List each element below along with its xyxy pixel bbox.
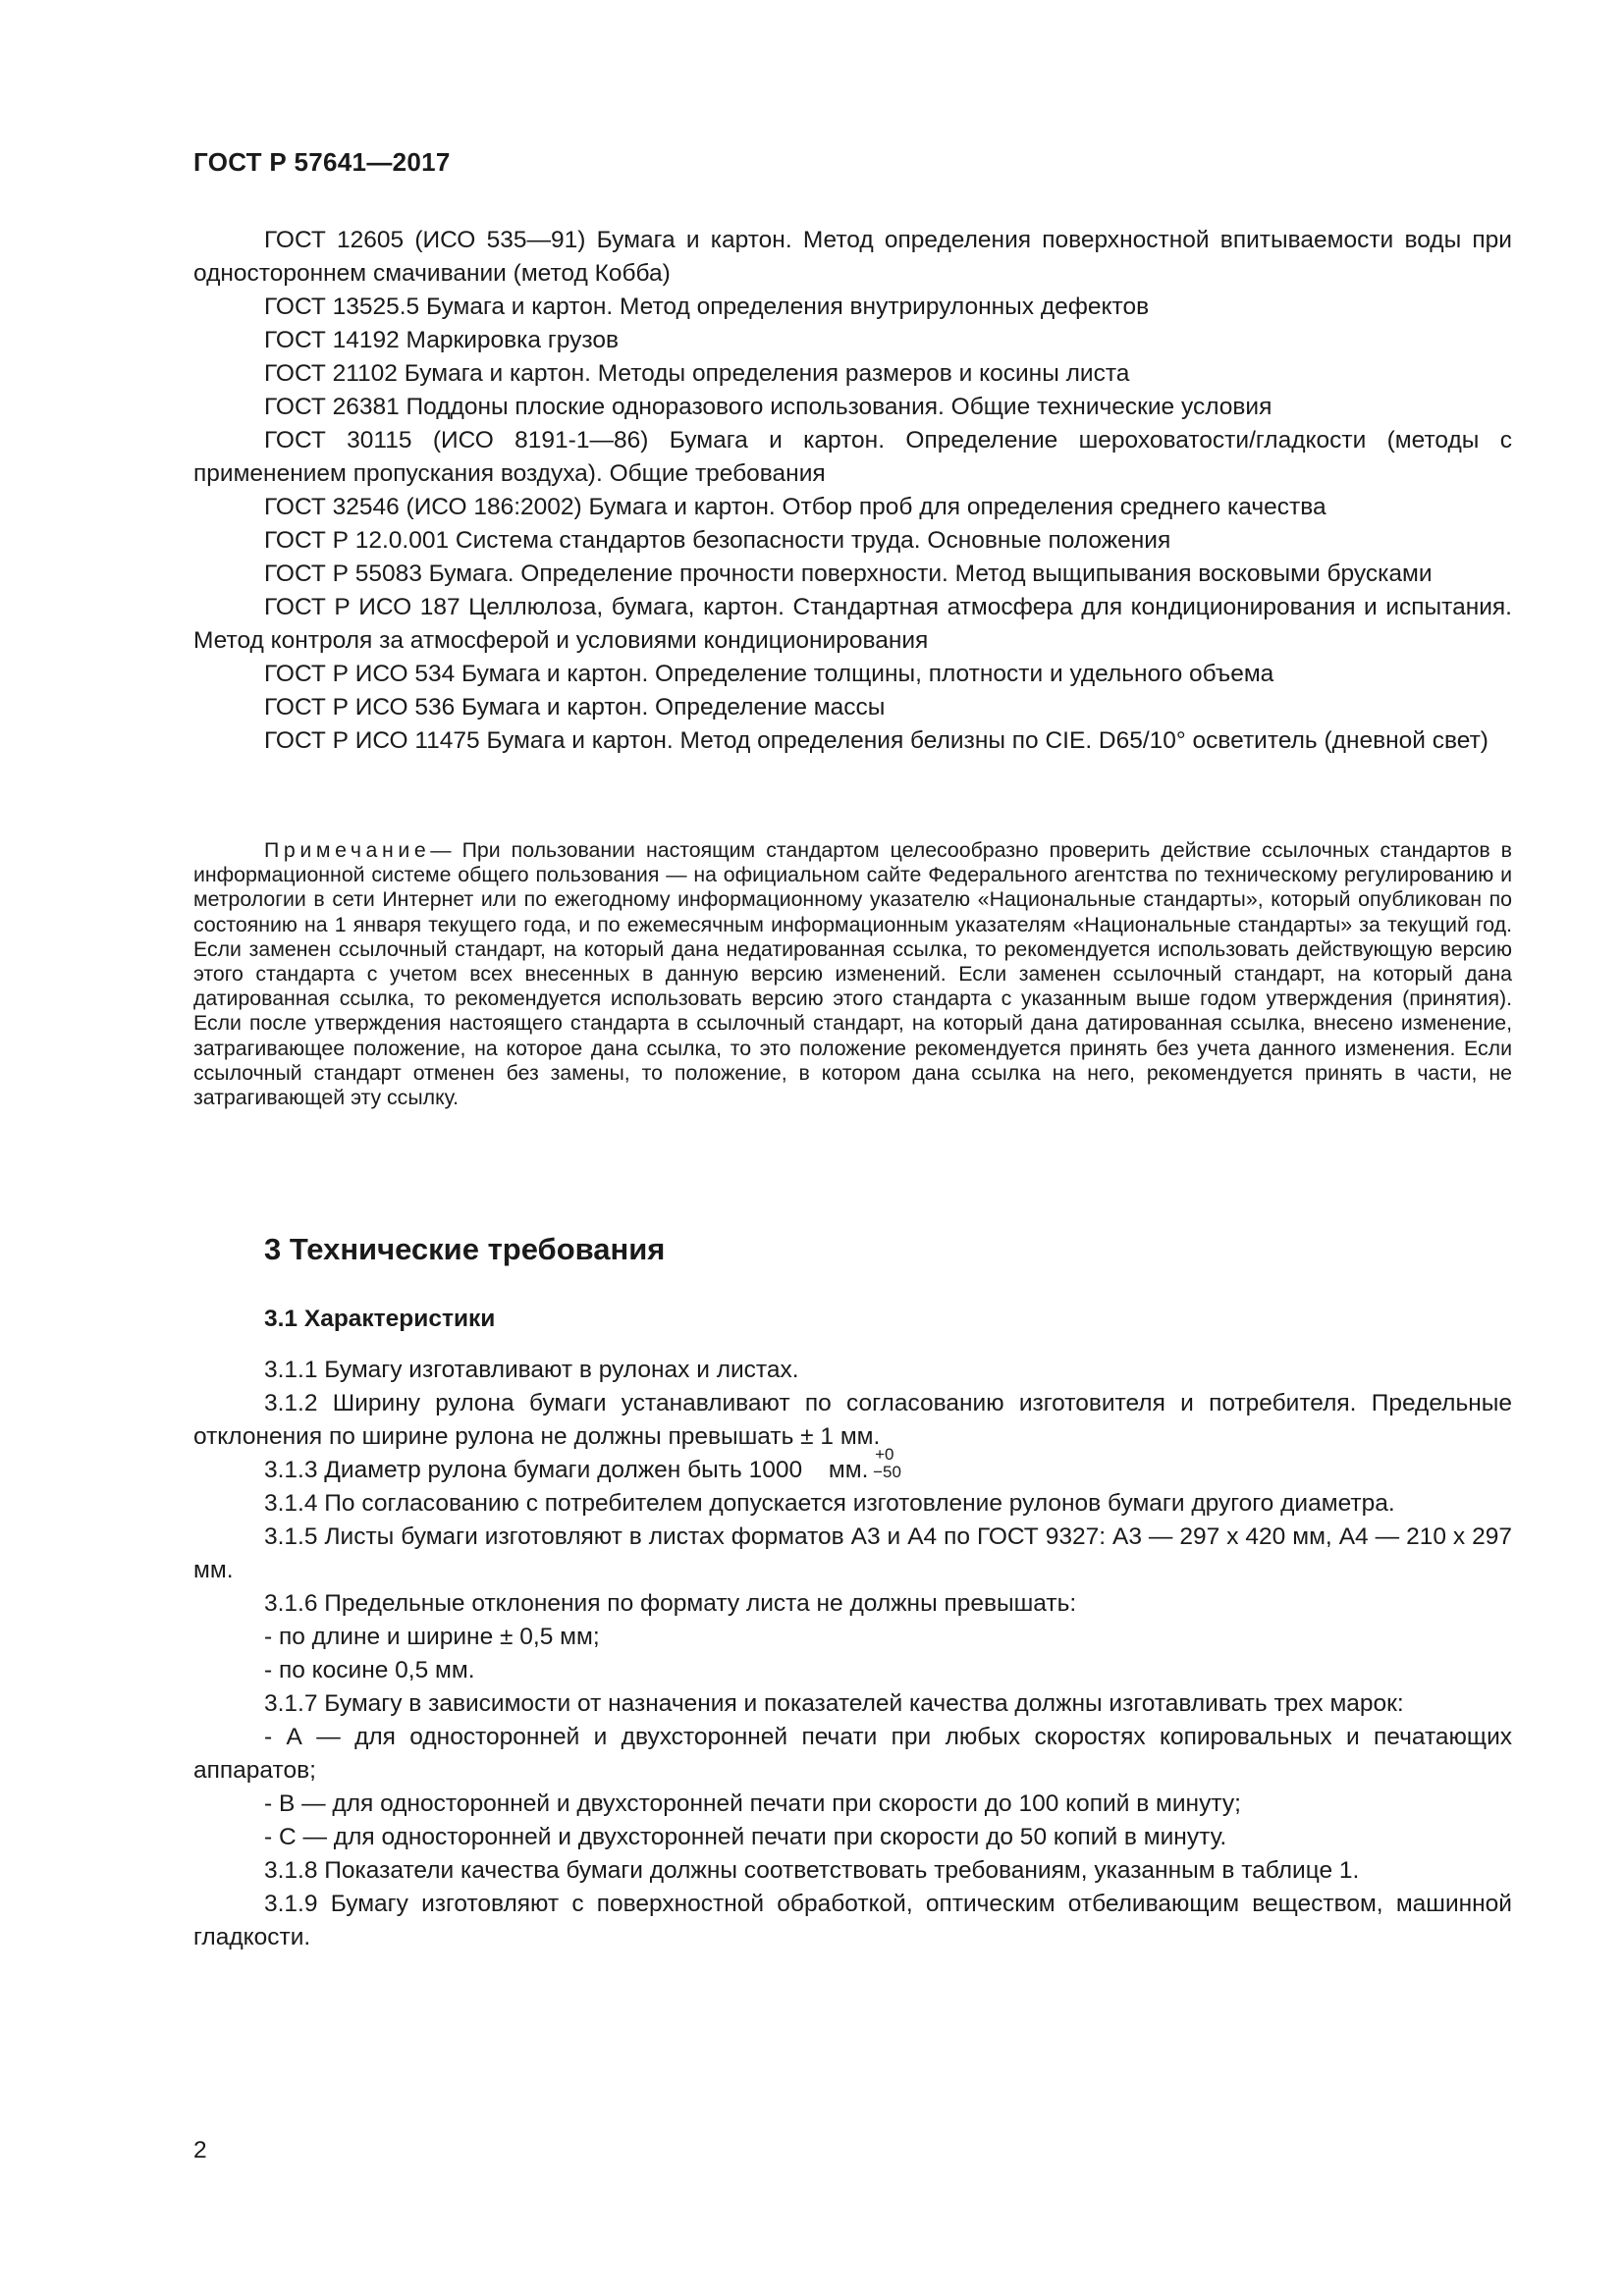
reference-item: ГОСТ 12605 (ИСО 535—91) Бумага и картон. Метод определения поверхностной впитываемости воды при одностороннем смачивании (метод Кобба)	[193, 227, 1512, 287]
reference-item: ГОСТ 32546 (ИСО 186:2002) Бумага и картон. Отбор проб для определения среднего качества	[264, 494, 1326, 520]
tolerance-lower: −50	[873, 1463, 901, 1481]
document-header: ГОСТ Р 57641—2017	[193, 147, 451, 177]
clause-3-1-6-item: - по длине и ширине ± 0,5 мм;	[264, 1624, 600, 1650]
clause-3-1-9: 3.1.9 Бумагу изготовляют с поверхностной обработкой, оптическим отбеливающим веществом, машинной гладкости.	[193, 1891, 1512, 1950]
reference-item: ГОСТ 30115 (ИСО 8191-1—86) Бумага и картон. Определение шероховатости/гладкости (методы с применением пропускания воздуха). Общие требования	[193, 427, 1512, 487]
clause-3-1-7-item: - С — для односторонней и двухсторонней печати при скорости до 50 копий в минуту.	[264, 1824, 1227, 1850]
clause-3-1-7: 3.1.7 Бумагу в зависимости от назначения и показателей качества должны изготавливать трех марок:	[264, 1690, 1404, 1717]
section-title: 3 Технические требования	[264, 1232, 666, 1266]
clause-3-1-7-item: - В — для односторонней и двухсторонней печати при скорости до 100 копий в минуту;	[264, 1790, 1241, 1817]
note-block	[193, 838, 1512, 1110]
clause-3-1-3-text: 3.1.3 Диаметр рулона бумаги должен быть 1000	[264, 1457, 803, 1483]
reference-item: ГОСТ Р ИСО 11475 Бумага и картон. Метод определения белизны по CIE. D65/10° осветитель (дневной свет)	[264, 727, 1489, 754]
clause-3-1-5: 3.1.5 Листы бумаги изготовляют в листах форматов А3 и А4 по ГОСТ 9327: А3 — 297 х 420 мм, А4 — 210 х 297 мм.	[193, 1523, 1512, 1583]
page-number: 2	[193, 2137, 207, 2163]
clause-3-1-3-unit: мм.	[822, 1457, 869, 1483]
reference-item: ГОСТ Р ИСО 536 Бумага и картон. Определение массы	[264, 694, 886, 721]
requirements-list	[193, 1354, 1512, 1954]
clause-3-1-4: 3.1.4 По согласованию с потребителем допускается изготовление рулонов бумаги другого диаметра.	[264, 1490, 1395, 1517]
subsection-title: 3.1 Характеристики	[264, 1306, 496, 1332]
reference-item: ГОСТ 13525.5 Бумага и картон. Метод определения внутрирулонных дефектов	[264, 294, 1150, 320]
clause-3-1-7-item: - А — для односторонней и двухсторонней печати при любых скоростях копировальных и печатающих аппаратов;	[193, 1724, 1512, 1784]
reference-item: ГОСТ Р 12.0.001 Система стандартов безопасности труда. Основные положения	[264, 527, 1171, 554]
reference-item: ГОСТ 26381 Поддоны плоские одноразового использования. Общие технические условия	[264, 394, 1272, 420]
note-label: Примечание	[264, 838, 431, 862]
reference-item: ГОСТ Р 55083 Бумага. Определение прочности поверхности. Метод выщипывания восковыми брусками	[264, 561, 1433, 587]
clause-3-1-8: 3.1.8 Показатели качества бумаги должны соответствовать требованиям, указанным в таблице 1.	[264, 1857, 1360, 1884]
reference-item: ГОСТ Р ИСО 534 Бумага и картон. Определение толщины, плотности и удельного объема	[264, 661, 1274, 687]
reference-item: ГОСТ Р ИСО 187 Целлюлоза, бумага, картон. Стандартная атмосфера для кондиционирования и испытания. Метод контроля за атмосферой и условиями кондиционирования	[193, 594, 1512, 654]
clause-3-1-6-item: - по косине 0,5 мм.	[264, 1657, 475, 1683]
clause-3-1-3	[193, 1445, 1512, 1487]
reference-item: ГОСТ 14192 Маркировка грузов	[264, 327, 619, 353]
clause-3-1-1: 3.1.1 Бумагу изготавливают в рулонах и листах.	[264, 1357, 799, 1383]
normative-references	[193, 224, 1512, 758]
clause-3-1-2: 3.1.2 Ширину рулона бумаги устанавливают по согласованию изготовителя и потребителя. Предельные отклонения по ширине рулона не должны превышать ± 1 мм.	[193, 1390, 1512, 1450]
tolerance-upper: +0	[875, 1445, 894, 1464]
note-text: — При пользовании настоящим стандартом целесообразно проверить действие ссылочных стандартов в информационной системе общего пользования — на официальном сайте Федерального агентства по техническому регулированию и метрологии в сети Интернет или по ежегодному информационному указателю «Национальные стандарты», который опубликован по состоянию на 1 января текущего года, и по ежемесячным информационным указателям «Национальные стандарты» за текущий год. Если заменен ссылочный стандарт, на который дана недатированная ссылка, то рекомендуется использовать действующую версию этого стандарта с учетом всех внесенных в данную версию изменений. Если заменен ссылочный стандарт, на который дана датированная ссылка, то рекомендуется использовать версию этого стандарта с указанным выше годом утверждения (принятия). Если после утверждения настоящего стандарта в ссылочный стандарт, на который дана датированная ссылка, внесено изменение, затрагивающее положение, на которое дана ссылка, то это положение рекомендуется принять без учета данного изменения. Если ссылочный стандарт отменен без замены, то положение, в котором дана ссылка на него, рекомендуется принять в части, не затрагивающей эту ссылку.	[193, 838, 1512, 1110]
reference-item: ГОСТ 21102 Бумага и картон. Методы определения размеров и косины листа	[264, 360, 1130, 387]
clause-3-1-6: 3.1.6 Предельные отклонения по формату листа не должны превышать:	[264, 1590, 1077, 1617]
